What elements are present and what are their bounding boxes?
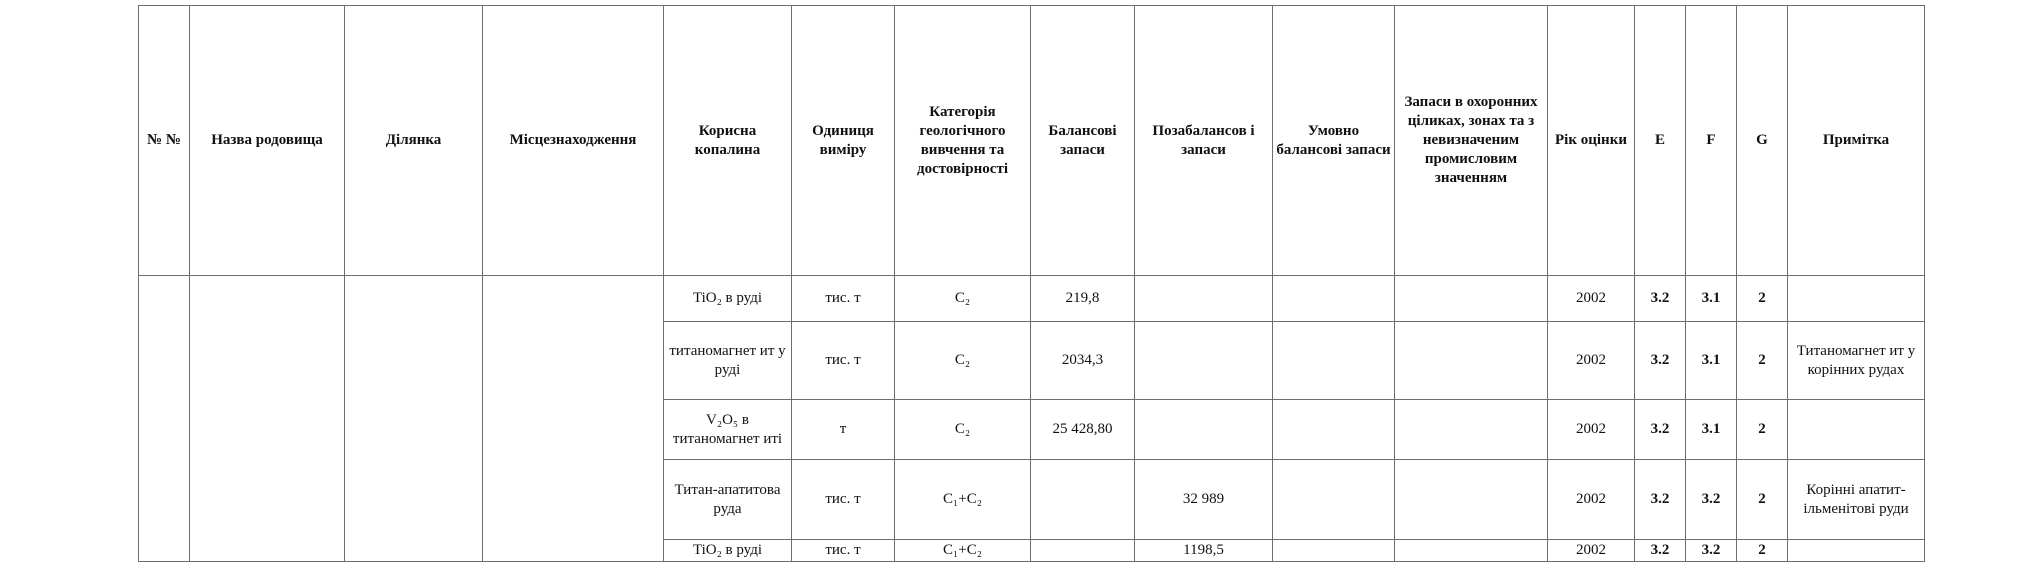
cell-mineral: TiO₂ в руді [664, 540, 792, 562]
cell-category: C₂ [895, 276, 1031, 322]
cell-note: Корінні апатит-ільменітові руди [1788, 460, 1925, 540]
cell-e: 3.2 [1635, 276, 1686, 322]
cell-e: 3.2 [1635, 540, 1686, 562]
cell-conditional [1273, 540, 1395, 562]
cell-balance [1031, 460, 1135, 540]
cell-off-balance [1135, 322, 1273, 400]
table-row [139, 276, 1925, 322]
cell-f: 3.1 [1686, 276, 1737, 322]
header-deposit-name: Назва родовища [190, 6, 345, 276]
reserves-table [138, 5, 1925, 562]
cell-balance: 219,8 [1031, 276, 1135, 322]
cell-e: 3.2 [1635, 400, 1686, 460]
cell-balance [1031, 540, 1135, 562]
cell-protected [1395, 460, 1548, 540]
cell-e: 3.2 [1635, 322, 1686, 400]
cell-mineral: TiO₂ в руді [664, 276, 792, 322]
header-number: № № [139, 6, 190, 276]
header-section: Ділянка [345, 6, 483, 276]
cell-g: 2 [1737, 322, 1788, 400]
cell-g: 2 [1737, 460, 1788, 540]
cell-year: 2002 [1548, 276, 1635, 322]
header-f: F [1686, 6, 1737, 276]
header-off-balance-reserves: Позабалансов і запаси [1135, 6, 1273, 276]
cell-year: 2002 [1548, 322, 1635, 400]
header-location: Місцезнаходження [483, 6, 664, 276]
cell-number [139, 276, 190, 562]
cell-year: 2002 [1548, 540, 1635, 562]
header-year: Рік оцінки [1548, 6, 1635, 276]
cell-location [483, 276, 664, 562]
header-mineral: Корисна копалина [664, 6, 792, 276]
cell-protected [1395, 322, 1548, 400]
cell-unit: тис. т [792, 322, 895, 400]
cell-protected [1395, 400, 1548, 460]
cell-mineral: Титан-апатитова руда [664, 460, 792, 540]
cell-balance: 2034,3 [1031, 322, 1135, 400]
cell-conditional [1273, 460, 1395, 540]
header-protected-reserves: Запаси в охоронних цiликах, зонах та з невизначеним промисловим значенням [1395, 6, 1548, 276]
cell-g: 2 [1737, 540, 1788, 562]
cell-f: 3.2 [1686, 540, 1737, 562]
cell-category: C₂ [895, 400, 1031, 460]
cell-unit: т [792, 400, 895, 460]
header-balance-reserves: Балансові запаси [1031, 6, 1135, 276]
cell-category: C₁+C₂ [895, 460, 1031, 540]
header-row [139, 6, 1925, 276]
cell-note [1788, 540, 1925, 562]
cell-unit: тис. т [792, 276, 895, 322]
cell-year: 2002 [1548, 400, 1635, 460]
cell-off-balance [1135, 400, 1273, 460]
cell-protected [1395, 276, 1548, 322]
cell-conditional [1273, 400, 1395, 460]
cell-section [345, 276, 483, 562]
cell-g: 2 [1737, 400, 1788, 460]
header-unit: Одиниця виміру [792, 6, 895, 276]
header-conditional-reserves: Умовно балансові запаси [1273, 6, 1395, 276]
cell-note [1788, 400, 1925, 460]
cell-unit: тис. т [792, 540, 895, 562]
cell-off-balance: 1198,5 [1135, 540, 1273, 562]
header-g: G [1737, 6, 1788, 276]
cell-off-balance: 32 989 [1135, 460, 1273, 540]
cell-deposit-name [190, 276, 345, 562]
cell-mineral: титаномагнет ит у руді [664, 322, 792, 400]
cell-note [1788, 276, 1925, 322]
cell-mineral: V₂O₅ в титаномагнет иті [664, 400, 792, 460]
cell-note: Титаномагнет ит у корінних рудах [1788, 322, 1925, 400]
cell-protected [1395, 540, 1548, 562]
cell-g: 2 [1737, 276, 1788, 322]
cell-unit: тис. т [792, 460, 895, 540]
header-note: Примітка [1788, 6, 1925, 276]
cell-conditional [1273, 276, 1395, 322]
cell-f: 3.1 [1686, 400, 1737, 460]
header-e: E [1635, 6, 1686, 276]
cell-off-balance [1135, 276, 1273, 322]
cell-year: 2002 [1548, 460, 1635, 540]
cell-category: C₂ [895, 322, 1031, 400]
cell-category: C₁+C₂ [895, 540, 1031, 562]
cell-conditional [1273, 322, 1395, 400]
cell-f: 3.1 [1686, 322, 1737, 400]
reserves-table-sheet [138, 5, 1925, 562]
cell-f: 3.2 [1686, 460, 1737, 540]
header-category: Категорія геологічного вивчення та достовірності [895, 6, 1031, 276]
cell-balance: 25 428,80 [1031, 400, 1135, 460]
cell-e: 3.2 [1635, 460, 1686, 540]
